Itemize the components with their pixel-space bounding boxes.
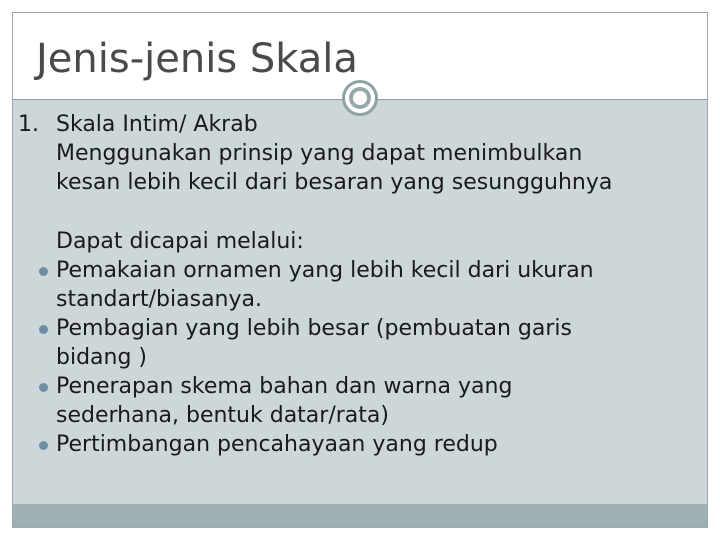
bullet-line: standart/biasanya. [56,287,262,312]
footer-band [13,504,707,527]
section-heading [18,110,678,139]
bullet-item [18,314,678,372]
section-number: 1. [18,112,39,137]
bullet-line: bidang ) [56,345,148,370]
bullet-line: Pemakaian ornamen yang lebih kecil dari ukuran [56,258,594,283]
description-line-2: kesan lebih kecil dari besaran yang sesungguhnya [56,170,613,195]
bullet-dot-icon [39,383,48,392]
bullet-line: Penerapan skema bahan dan warna yang [56,374,513,399]
bullet-list [18,256,678,459]
paragraph-gap [18,197,678,227]
slide-title: Jenis-jenis Skala [36,36,358,82]
bullet-dot-icon [39,267,48,276]
bullet-dot-icon [39,441,48,450]
bullet-dot-icon [39,325,48,334]
bullet-line: Pembagian yang lebih besar (pembuatan garis [56,316,572,341]
bullet-item [18,430,678,459]
slide-content [18,110,678,459]
intro-line: Dapat dicapai melalui: [56,229,304,254]
section-heading-text: Skala Intim/ Akrab [56,112,258,137]
bullet-line: Pertimbangan pencahayaan yang redup [56,432,498,457]
bullet-line: sederhana, bentuk datar/rata) [56,403,389,428]
bullet-item [18,256,678,314]
bullet-item [18,372,678,430]
description-line-1: Menggunakan prinsip yang dapat menimbulkan [56,141,583,166]
